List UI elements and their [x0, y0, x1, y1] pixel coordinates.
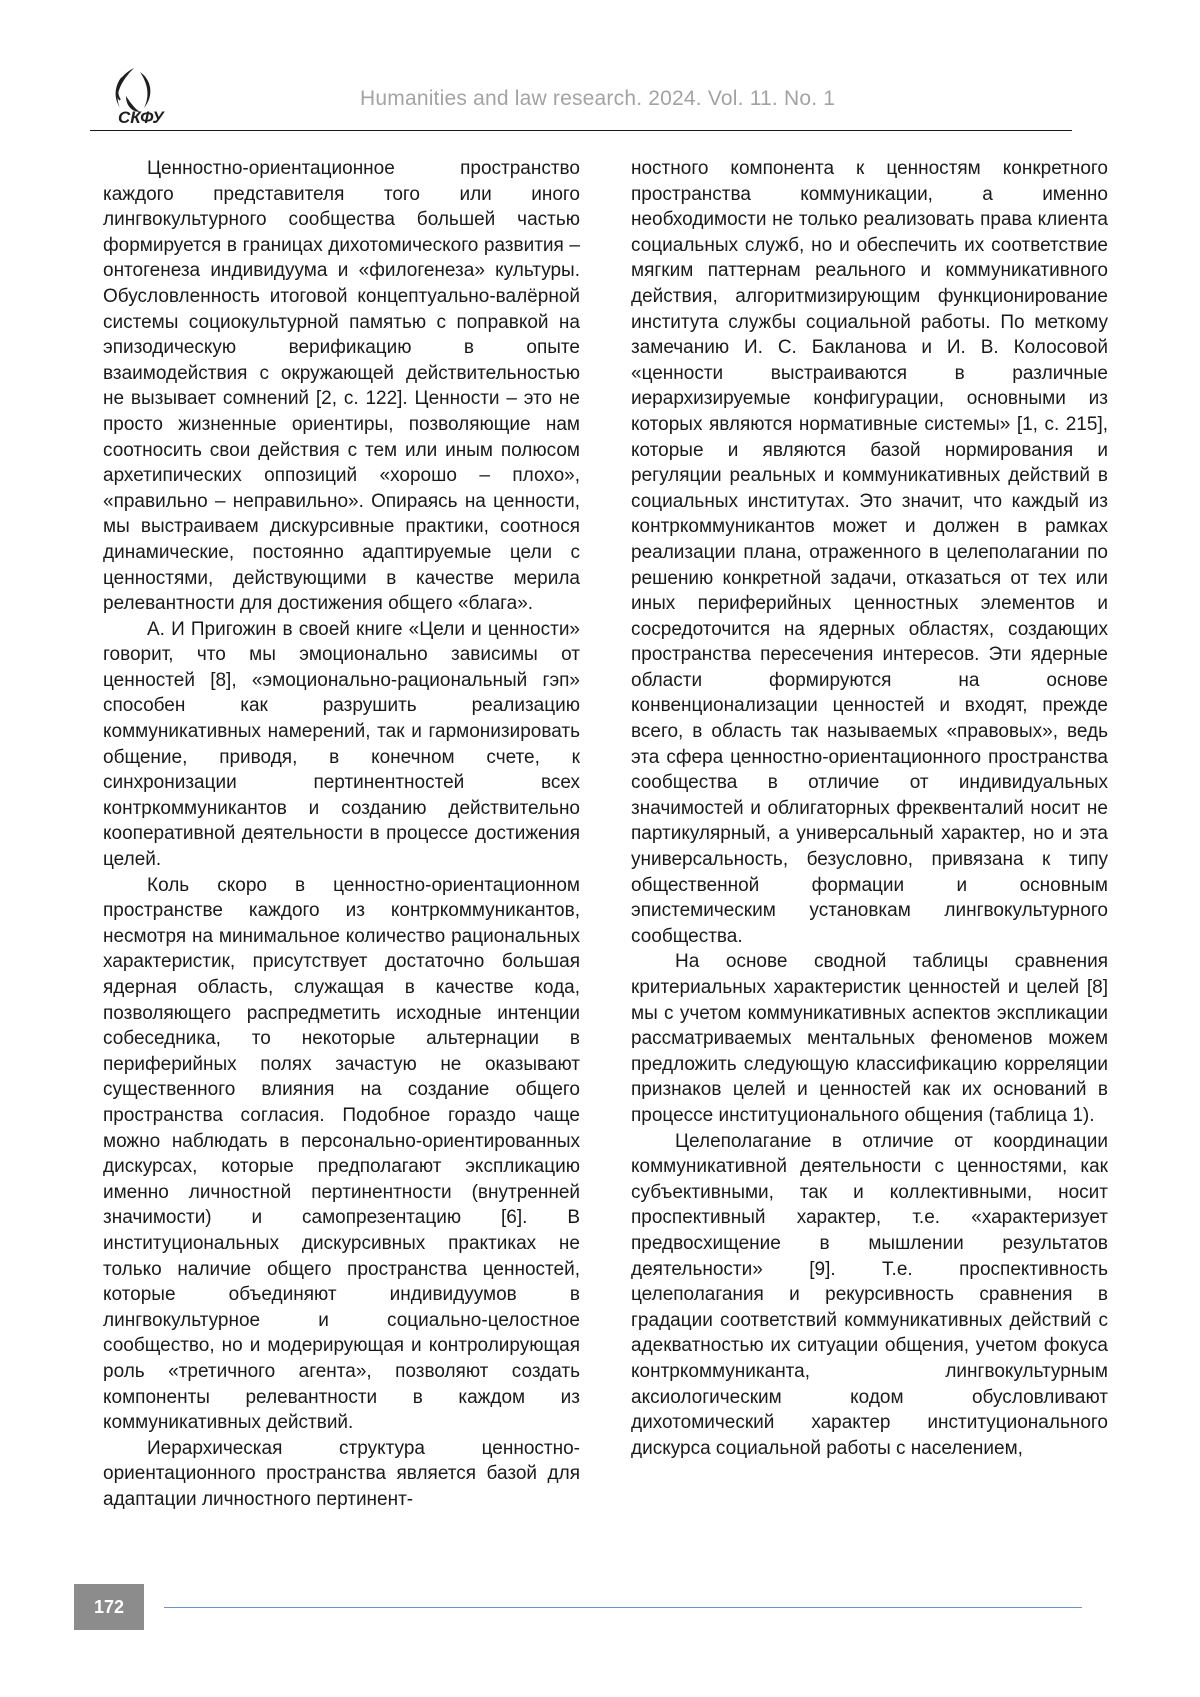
header-divider	[90, 130, 1072, 131]
paragraph: ностного компонента к ценностям конкретного пространства коммуникации, а именно необходимости не только реализовать права клиента социальных служб, но и обеспечить их соответствие мягким паттернам реального и коммуникативного действия, алгоритмизирующим функционирование института службы социальной работы. По меткому замечанию И. С. Бакланова и И. В. Колосовой «ценности выстраиваются в различные иерархизируемые конфигурации, основными из которых являются нормативные системы» [1, с. 215], которые и являются базой нормирования и регуляции реальных и коммуникативных действий в социальных институтах. Это значит, что каждый из контркоммуникантов может и должен в рамках реализации плана, отраженного в целеполагании по решению конкретной задачи, отказаться от тех или иных периферийных ценностных элементов и сосредоточится на ядерных областях, создающих пространства пересечения интересов. Эти ядерные области формируются на основе конвенционализации ценностей и входят, прежде всего, в область так называемых «правовых», ведь эта сфера ценностно-ориентационного пространства сообщества в отличие от индивидуальных значимостей и облигаторных фреквенталий носит не партикулярный, а универсальный характер, но и эта универсальность, безусловно, привязана к типу общественной формации и основным эпистемическим установкам лингвокультурного сообщества.	[631, 156, 1108, 949]
paragraph: Иерархическая структура ценностно-ориентационного пространства является базой для адаптации личностного пертинент-	[103, 1436, 580, 1513]
paragraph: Коль скоро в ценностно-ориентационном пространстве каждого из контркоммуникантов, несмотря на минимальное количество рациональных характеристик, присутствует достаточно большая ядерная область, служащая в качестве кода, позволяющего распредметить исходные интенции собеседника, то некоторые альтернации в периферийных полях зачастую не оказывают существенного влияния на создание общего пространства согласия. Подобное гораздо чаще можно наблюдать в персонально-ориентированных дискурсах, которые предполагают экспликацию именно личностной пертинентности (внутренней значимости) и самопрезентацию [6]. В институциональных дискурсивных практиках не только наличие общего пространства ценностей, которые объединяют индивидуумов в лингвокультурное и социально-целостное сообщество, но и модерирующая и контролирующая роль «третичного агента», позволяют создать компоненты релевантности в каждом из коммуникативных действий.	[103, 873, 580, 1436]
paragraph: На основе сводной таблицы сравнения критериальных характеристик ценностей и целей [8] мы с учетом коммуникативных аспектов экспликации рассматриваемых ментальных феноменов можем предложить следующую классификацию корреляции признаков целей и ценностей как их оснований в процессе институционального общения (таблица 1).	[631, 949, 1108, 1128]
logo-text: СКФУ	[118, 108, 164, 128]
paragraph: Ценностно-ориентационное пространство каждого представителя того или иного лингвокультурного сообщества большей частью формируется в границах дихотомического развития – онтогенеза индивидуума и «филогенеза» культуры. Обусловленность итоговой концептуально-валёрной системы социокультурной памятью с поправкой на эпизодическую верификацию в опыте взаимодействия с окружающей действительностью не вызывает сомнений [2, с. 122]. Ценности – это не просто жизненные ориентиры, позволяющие нам соотносить свои действия с тем или иным полюсом архетипических оппозиций «хорошо – плохо», «правильно – неправильно». Опираясь на ценности, мы выстраиваем дискурсивные практики, соотнося динамические, постоянно адаптируемые цели с ценностями, действующими в качестве мерила релевантности для достижения общего «блага».	[103, 156, 580, 617]
journal-title: Humanities and law research. 2024. Vol. 11. No. 1	[360, 87, 835, 111]
page-number: 172	[74, 1584, 144, 1630]
paragraph: А. И Пригожин в своей книге «Цели и ценности» говорит, что мы эмоционально зависимы от ценностей [8], «эмоционально-рациональный гэп» способен как разрушить реализацию коммуникативных намерений, так и гармонизировать общение, приводя, в конечном счете, к синхронизации пертинентностей всех контркоммуникантов и созданию действительно кооперативной деятельности в процессе достижения целей.	[103, 617, 580, 873]
left-column	[103, 156, 580, 1512]
right-column	[631, 156, 1108, 1461]
footer-divider	[164, 1607, 1082, 1608]
paragraph: Целеполагание в отличие от координации коммуникативной деятельности с ценностями, как субъективными, так и коллективными, носит проспективный характер, т.е. «характеризует предвосхищение в мышлении результатов деятельности» [9]. Т.е. проспективность целеполагания и рекурсивность сравнения в градации соответствий коммуникативных действий с адекватностью их ситуации общения, учетом фокуса контркоммуниканта, лингвокультурным аксиологическим кодом обусловливают дихотомический характер институционального дискурса социальной работы с населением,	[631, 1129, 1108, 1462]
